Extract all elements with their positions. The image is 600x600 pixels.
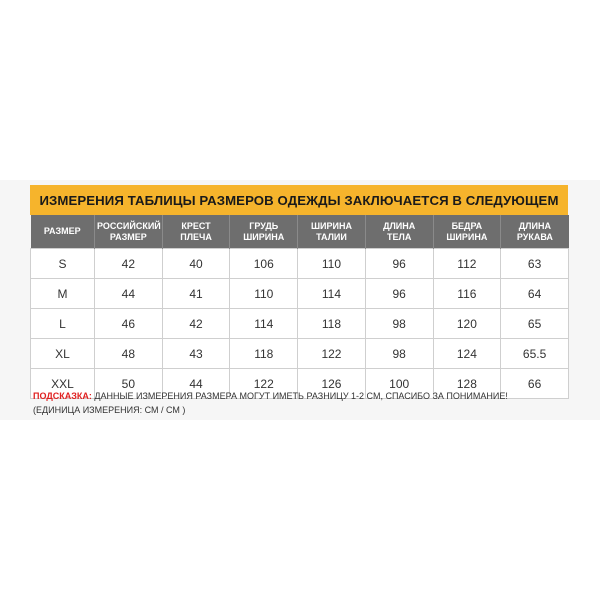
measurement-cell: 114 [230, 309, 298, 339]
note [33, 389, 573, 417]
column-header-line: ШИРИНА [446, 231, 488, 242]
table-row [31, 279, 569, 309]
measurement-cell: 118 [298, 309, 366, 339]
column-header-line: РАЗМЕР [109, 231, 147, 242]
column-header-line: КРЕСТ [181, 220, 211, 231]
column-header [95, 215, 163, 249]
measurement-cell: 98 [365, 309, 433, 339]
column-header-line: РАЗМЕР [43, 226, 81, 236]
measurement-cell: 48 [95, 339, 163, 369]
table-row [31, 249, 569, 279]
measurement-cell: 42 [95, 249, 163, 279]
column-header [31, 215, 95, 249]
table-row [31, 339, 569, 369]
table-body [31, 249, 569, 399]
measurement-cell: 65.5 [501, 339, 569, 369]
size-table [30, 215, 569, 399]
measurement-cell: 124 [433, 339, 501, 369]
size-cell: S [31, 249, 95, 279]
measurement-cell: 41 [162, 279, 230, 309]
measurement-cell: 122 [298, 339, 366, 369]
size-cell: M [31, 279, 95, 309]
column-header [230, 215, 298, 249]
measurement-cell: 40 [162, 249, 230, 279]
column-header-line: РУКАВА [516, 231, 553, 242]
column-header [501, 215, 569, 249]
measurement-cell: 112 [433, 249, 501, 279]
column-header [365, 215, 433, 249]
column-header-line: БЕДРА [451, 220, 483, 231]
measurement-cell: 66 [501, 369, 569, 399]
measurement-cell: 110 [298, 249, 366, 279]
column-header-line: ШИРИНА [310, 220, 352, 231]
measurement-cell: 63 [501, 249, 569, 279]
measurement-cell: 42 [162, 309, 230, 339]
column-header-line: ТАЛИИ [316, 231, 347, 242]
measurement-cell: 120 [433, 309, 501, 339]
measurement-cell: 128 [433, 369, 501, 399]
column-header [162, 215, 230, 249]
measurement-cell: 46 [95, 309, 163, 339]
size-cell: XXL [31, 369, 95, 399]
size-cell: L [31, 309, 95, 339]
measurement-cell: 118 [230, 339, 298, 369]
measurement-cell: 96 [365, 249, 433, 279]
size-chart-title: ИЗМЕРЕНИЯ ТАБЛИЦЫ РАЗМЕРОВ ОДЕЖДЫ ЗАКЛЮЧАЕТСЯ В СЛЕДУЮЩЕМ [30, 185, 568, 215]
measurement-cell: 64 [501, 279, 569, 309]
measurement-cell: 114 [298, 279, 366, 309]
measurement-cell: 100 [365, 369, 433, 399]
measurement-cell: 106 [230, 249, 298, 279]
measurement-cell: 50 [95, 369, 163, 399]
column-header-line: ДЛИНА [383, 220, 416, 231]
table-row [31, 309, 569, 339]
measurement-cell: 96 [365, 279, 433, 309]
measurement-cell: 43 [162, 339, 230, 369]
size-cell: XL [31, 339, 95, 369]
measurement-cell: 116 [433, 279, 501, 309]
column-header-line: ПЛЕЧА [180, 231, 212, 242]
note-line [33, 389, 573, 403]
column-header-line: ГРУДЬ [249, 220, 279, 231]
measurement-cell: 44 [162, 369, 230, 399]
note-text: ДАННЫЕ ИЗМЕРЕНИЯ РАЗМЕРА МОГУТ ИМЕТЬ РАЗНИЦУ 1-2 СМ, СПАСИБО ЗА ПОНИМАНИЕ! [94, 391, 508, 401]
column-header-line: ДЛИНА [518, 220, 551, 231]
measurement-cell: 110 [230, 279, 298, 309]
column-header [433, 215, 501, 249]
column-header-line: ТЕЛА [387, 231, 412, 242]
measurement-cell: 98 [365, 339, 433, 369]
measurement-cell: 122 [230, 369, 298, 399]
measurement-cell: 44 [95, 279, 163, 309]
measurement-cell: 65 [501, 309, 569, 339]
column-header-line: ШИРИНА [243, 231, 285, 242]
column-header [298, 215, 366, 249]
measurement-cell: 126 [298, 369, 366, 399]
units-note: (ЕДИНИЦА ИЗМЕРЕНИЯ: СМ / СМ ) [33, 405, 186, 415]
header-row [31, 215, 569, 249]
column-header-line: РОССИЙСКИЙ [97, 220, 161, 231]
note-label: ПОДСКАЗКА: [33, 391, 92, 401]
